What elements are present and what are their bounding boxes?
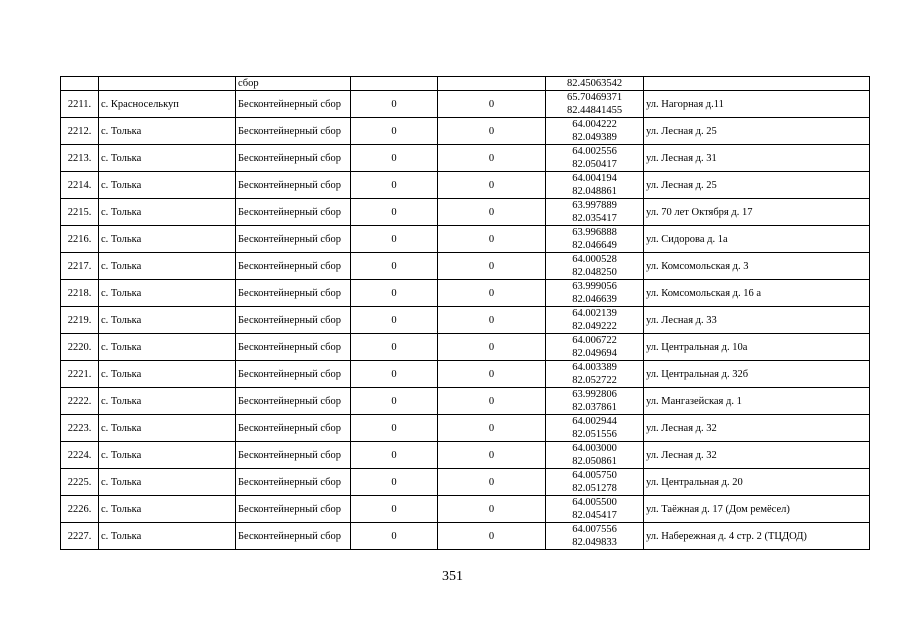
longitude: 82.037861	[572, 402, 617, 413]
latitude: 64.000528	[572, 254, 617, 265]
longitude: 82.052722	[572, 375, 617, 386]
cell-number: 2219.	[61, 307, 99, 334]
latitude: 64.007556	[572, 524, 617, 535]
cell-value-2: 0	[438, 199, 546, 226]
cell-address	[644, 77, 870, 91]
cell-address: ул. Центральная д. 10а	[644, 334, 870, 361]
cell-place: с. Толька	[99, 118, 236, 145]
cell-value-1: 0	[351, 496, 438, 523]
cell-coordinates	[546, 226, 644, 253]
cell-coordinates	[546, 172, 644, 199]
cell-value-2: 0	[438, 226, 546, 253]
cell-value-2: 0	[438, 469, 546, 496]
cell-value-2: 0	[438, 253, 546, 280]
cell-value-1: 0	[351, 145, 438, 172]
cell-value-1: 0	[351, 442, 438, 469]
cell-collection-type: Бесконтейнерный сбор	[236, 523, 351, 550]
cell-value-1: 0	[351, 334, 438, 361]
cell-collection-type: Бесконтейнерный сбор	[236, 145, 351, 172]
cell-collection-type: Бесконтейнерный сбор	[236, 199, 351, 226]
cell-collection-type: Бесконтейнерный сбор	[236, 172, 351, 199]
cell-coordinates	[546, 496, 644, 523]
latitude: 63.992806	[572, 389, 617, 400]
cell-collection-type: Бесконтейнерный сбор	[236, 334, 351, 361]
cell-place: с. Красноселькуп	[99, 91, 236, 118]
cell-value-1: 0	[351, 523, 438, 550]
latitude: 64.002139	[572, 308, 617, 319]
cell-place: с. Толька	[99, 199, 236, 226]
table-row	[61, 307, 870, 334]
longitude: 82.049222	[572, 321, 617, 332]
longitude: 82.046639	[572, 294, 617, 305]
table-row	[61, 469, 870, 496]
cell-coordinates	[546, 388, 644, 415]
cell-value-2: 0	[438, 334, 546, 361]
cell-number: 2223.	[61, 415, 99, 442]
cell-value-2: 0	[438, 280, 546, 307]
cell-address: ул. 70 лет Октября д. 17	[644, 199, 870, 226]
cell-address: ул. Лесная д. 32	[644, 415, 870, 442]
cell-value-1	[351, 77, 438, 91]
cell-address: ул. Центральная д. 20	[644, 469, 870, 496]
cell-coordinates	[546, 118, 644, 145]
cell-coordinates	[546, 199, 644, 226]
cell-number	[61, 77, 99, 91]
cell-value-1: 0	[351, 118, 438, 145]
longitude: 82.050861	[572, 456, 617, 467]
cell-collection-type: Бесконтейнерный сбор	[236, 442, 351, 469]
cell-number: 2214.	[61, 172, 99, 199]
table-row	[61, 415, 870, 442]
cell-value-2: 0	[438, 118, 546, 145]
latitude: 64.002556	[572, 146, 617, 157]
cell-place: с. Толька	[99, 280, 236, 307]
longitude: 82.049833	[572, 537, 617, 548]
cell-address: ул. Лесная д. 33	[644, 307, 870, 334]
table-row	[61, 280, 870, 307]
cell-coordinates	[546, 523, 644, 550]
latitude: 64.002944	[572, 416, 617, 427]
table-row	[61, 91, 870, 118]
cell-coordinates	[546, 415, 644, 442]
table-row	[61, 172, 870, 199]
cell-value-2: 0	[438, 388, 546, 415]
cell-place	[99, 77, 236, 91]
cell-collection-type: Бесконтейнерный сбор	[236, 388, 351, 415]
cell-collection-type: Бесконтейнерный сбор	[236, 496, 351, 523]
table-row	[61, 361, 870, 388]
table-row	[61, 388, 870, 415]
cell-place: с. Толька	[99, 361, 236, 388]
cell-number: 2226.	[61, 496, 99, 523]
cell-address: ул. Таёжная д. 17 (Дом ремёсел)	[644, 496, 870, 523]
table-row	[61, 226, 870, 253]
cell-number: 2222.	[61, 388, 99, 415]
cell-value-1: 0	[351, 469, 438, 496]
longitude: 82.035417	[572, 213, 617, 224]
cell-value-2: 0	[438, 442, 546, 469]
cell-address: ул. Мангазейская д. 1	[644, 388, 870, 415]
latitude: 64.003389	[572, 362, 617, 373]
cell-place: с. Толька	[99, 334, 236, 361]
longitude: 82.049694	[572, 348, 617, 359]
cell-value-1: 0	[351, 388, 438, 415]
latitude: 64.005500	[572, 497, 617, 508]
cell-value-2: 0	[438, 172, 546, 199]
cell-coordinates	[546, 145, 644, 172]
cell-place: с. Толька	[99, 388, 236, 415]
latitude: 65.70469371	[566, 92, 623, 103]
table-row	[61, 334, 870, 361]
cell-number: 2217.	[61, 253, 99, 280]
cell-address: ул. Набережная д. 4 стр. 2 (ТЦДОД)	[644, 523, 870, 550]
latitude: 63.997889	[572, 200, 617, 211]
cell-place: с. Толька	[99, 145, 236, 172]
cell-value-2: 0	[438, 415, 546, 442]
cell-value-2: 0	[438, 523, 546, 550]
cell-number: 2216.	[61, 226, 99, 253]
cell-value-2: 0	[438, 496, 546, 523]
longitude: 82.046649	[572, 240, 617, 251]
table-row	[61, 523, 870, 550]
cell-place: с. Толька	[99, 469, 236, 496]
cell-value-1: 0	[351, 91, 438, 118]
latitude: 64.005750	[572, 470, 617, 481]
cell-value-2: 0	[438, 361, 546, 388]
cell-collection-type: Бесконтейнерный сбор	[236, 469, 351, 496]
latitude: 63.999056	[572, 281, 617, 292]
table-row	[61, 118, 870, 145]
cell-place: с. Толька	[99, 172, 236, 199]
cell-place: с. Толька	[99, 496, 236, 523]
cell-number: 2220.	[61, 334, 99, 361]
cell-value-1: 0	[351, 226, 438, 253]
cell-coordinates	[546, 334, 644, 361]
cell-number: 2215.	[61, 199, 99, 226]
cell-coordinates	[546, 253, 644, 280]
cell-coordinates	[546, 442, 644, 469]
table-row	[61, 253, 870, 280]
register-table-body	[61, 77, 870, 550]
cell-value-2: 0	[438, 91, 546, 118]
cell-collection-type: Бесконтейнерный сбор	[236, 280, 351, 307]
cell-coordinates	[546, 361, 644, 388]
cell-value-2: 0	[438, 145, 546, 172]
cell-address: ул. Лесная д. 25	[644, 172, 870, 199]
longitude: 82.051278	[572, 483, 617, 494]
cell-address: ул. Нагорная д.11	[644, 91, 870, 118]
cell-coordinates: 82.45063542	[546, 77, 644, 91]
register-table	[60, 76, 870, 550]
longitude: 82.049389	[572, 132, 617, 143]
cell-collection-type: Бесконтейнерный сбор	[236, 253, 351, 280]
cell-address: ул. Комсомольская д. 3	[644, 253, 870, 280]
cell-value-1: 0	[351, 415, 438, 442]
cell-number: 2212.	[61, 118, 99, 145]
cell-collection-type: Бесконтейнерный сбор	[236, 307, 351, 334]
cell-number: 2213.	[61, 145, 99, 172]
longitude: 82.048250	[572, 267, 617, 278]
cell-value-1: 0	[351, 199, 438, 226]
table-row	[61, 199, 870, 226]
cell-coordinates	[546, 307, 644, 334]
latitude: 64.003000	[572, 443, 617, 454]
longitude: 82.048861	[572, 186, 617, 197]
cell-address: ул. Комсомольская д. 16 а	[644, 280, 870, 307]
cell-value-2	[438, 77, 546, 91]
latitude: 64.004194	[572, 173, 617, 184]
cell-coordinates	[546, 469, 644, 496]
cell-coordinates	[546, 91, 644, 118]
table-row-continued	[61, 77, 870, 91]
longitude: 82.44841455	[566, 105, 623, 116]
cell-collection-type: Бесконтейнерный сбор	[236, 91, 351, 118]
cell-collection-type: Бесконтейнерный сбор	[236, 226, 351, 253]
latitude: 64.004222	[572, 119, 617, 130]
cell-place: с. Толька	[99, 226, 236, 253]
cell-collection-type: Бесконтейнерный сбор	[236, 118, 351, 145]
cell-value-1: 0	[351, 361, 438, 388]
latitude: 63.996888	[572, 227, 617, 238]
cell-collection-type: сбор	[236, 77, 351, 91]
cell-address: ул. Лесная д. 25	[644, 118, 870, 145]
cell-place: с. Толька	[99, 442, 236, 469]
latitude: 64.006722	[572, 335, 617, 346]
cell-place: с. Толька	[99, 415, 236, 442]
table-row	[61, 145, 870, 172]
cell-number: 2221.	[61, 361, 99, 388]
cell-address: ул. Центральная д. 32б	[644, 361, 870, 388]
cell-number: 2227.	[61, 523, 99, 550]
cell-coordinates	[546, 280, 644, 307]
cell-collection-type: Бесконтейнерный сбор	[236, 361, 351, 388]
cell-address: ул. Лесная д. 32	[644, 442, 870, 469]
longitude: 82.051556	[572, 429, 617, 440]
cell-value-1: 0	[351, 172, 438, 199]
cell-address: ул. Лесная д. 31	[644, 145, 870, 172]
cell-number: 2224.	[61, 442, 99, 469]
cell-value-1: 0	[351, 253, 438, 280]
cell-number: 2218.	[61, 280, 99, 307]
longitude: 82.050417	[572, 159, 617, 170]
table-row	[61, 496, 870, 523]
cell-address: ул. Сидорова д. 1а	[644, 226, 870, 253]
table-row	[61, 442, 870, 469]
longitude: 82.045417	[572, 510, 617, 521]
cell-value-1: 0	[351, 307, 438, 334]
cell-place: с. Толька	[99, 307, 236, 334]
cell-collection-type: Бесконтейнерный сбор	[236, 415, 351, 442]
cell-place: с. Толька	[99, 253, 236, 280]
cell-number: 2225.	[61, 469, 99, 496]
cell-place: с. Толька	[99, 523, 236, 550]
cell-value-2: 0	[438, 307, 546, 334]
cell-number: 2211.	[61, 91, 99, 118]
page-number: 351	[442, 569, 463, 584]
cell-value-1: 0	[351, 280, 438, 307]
